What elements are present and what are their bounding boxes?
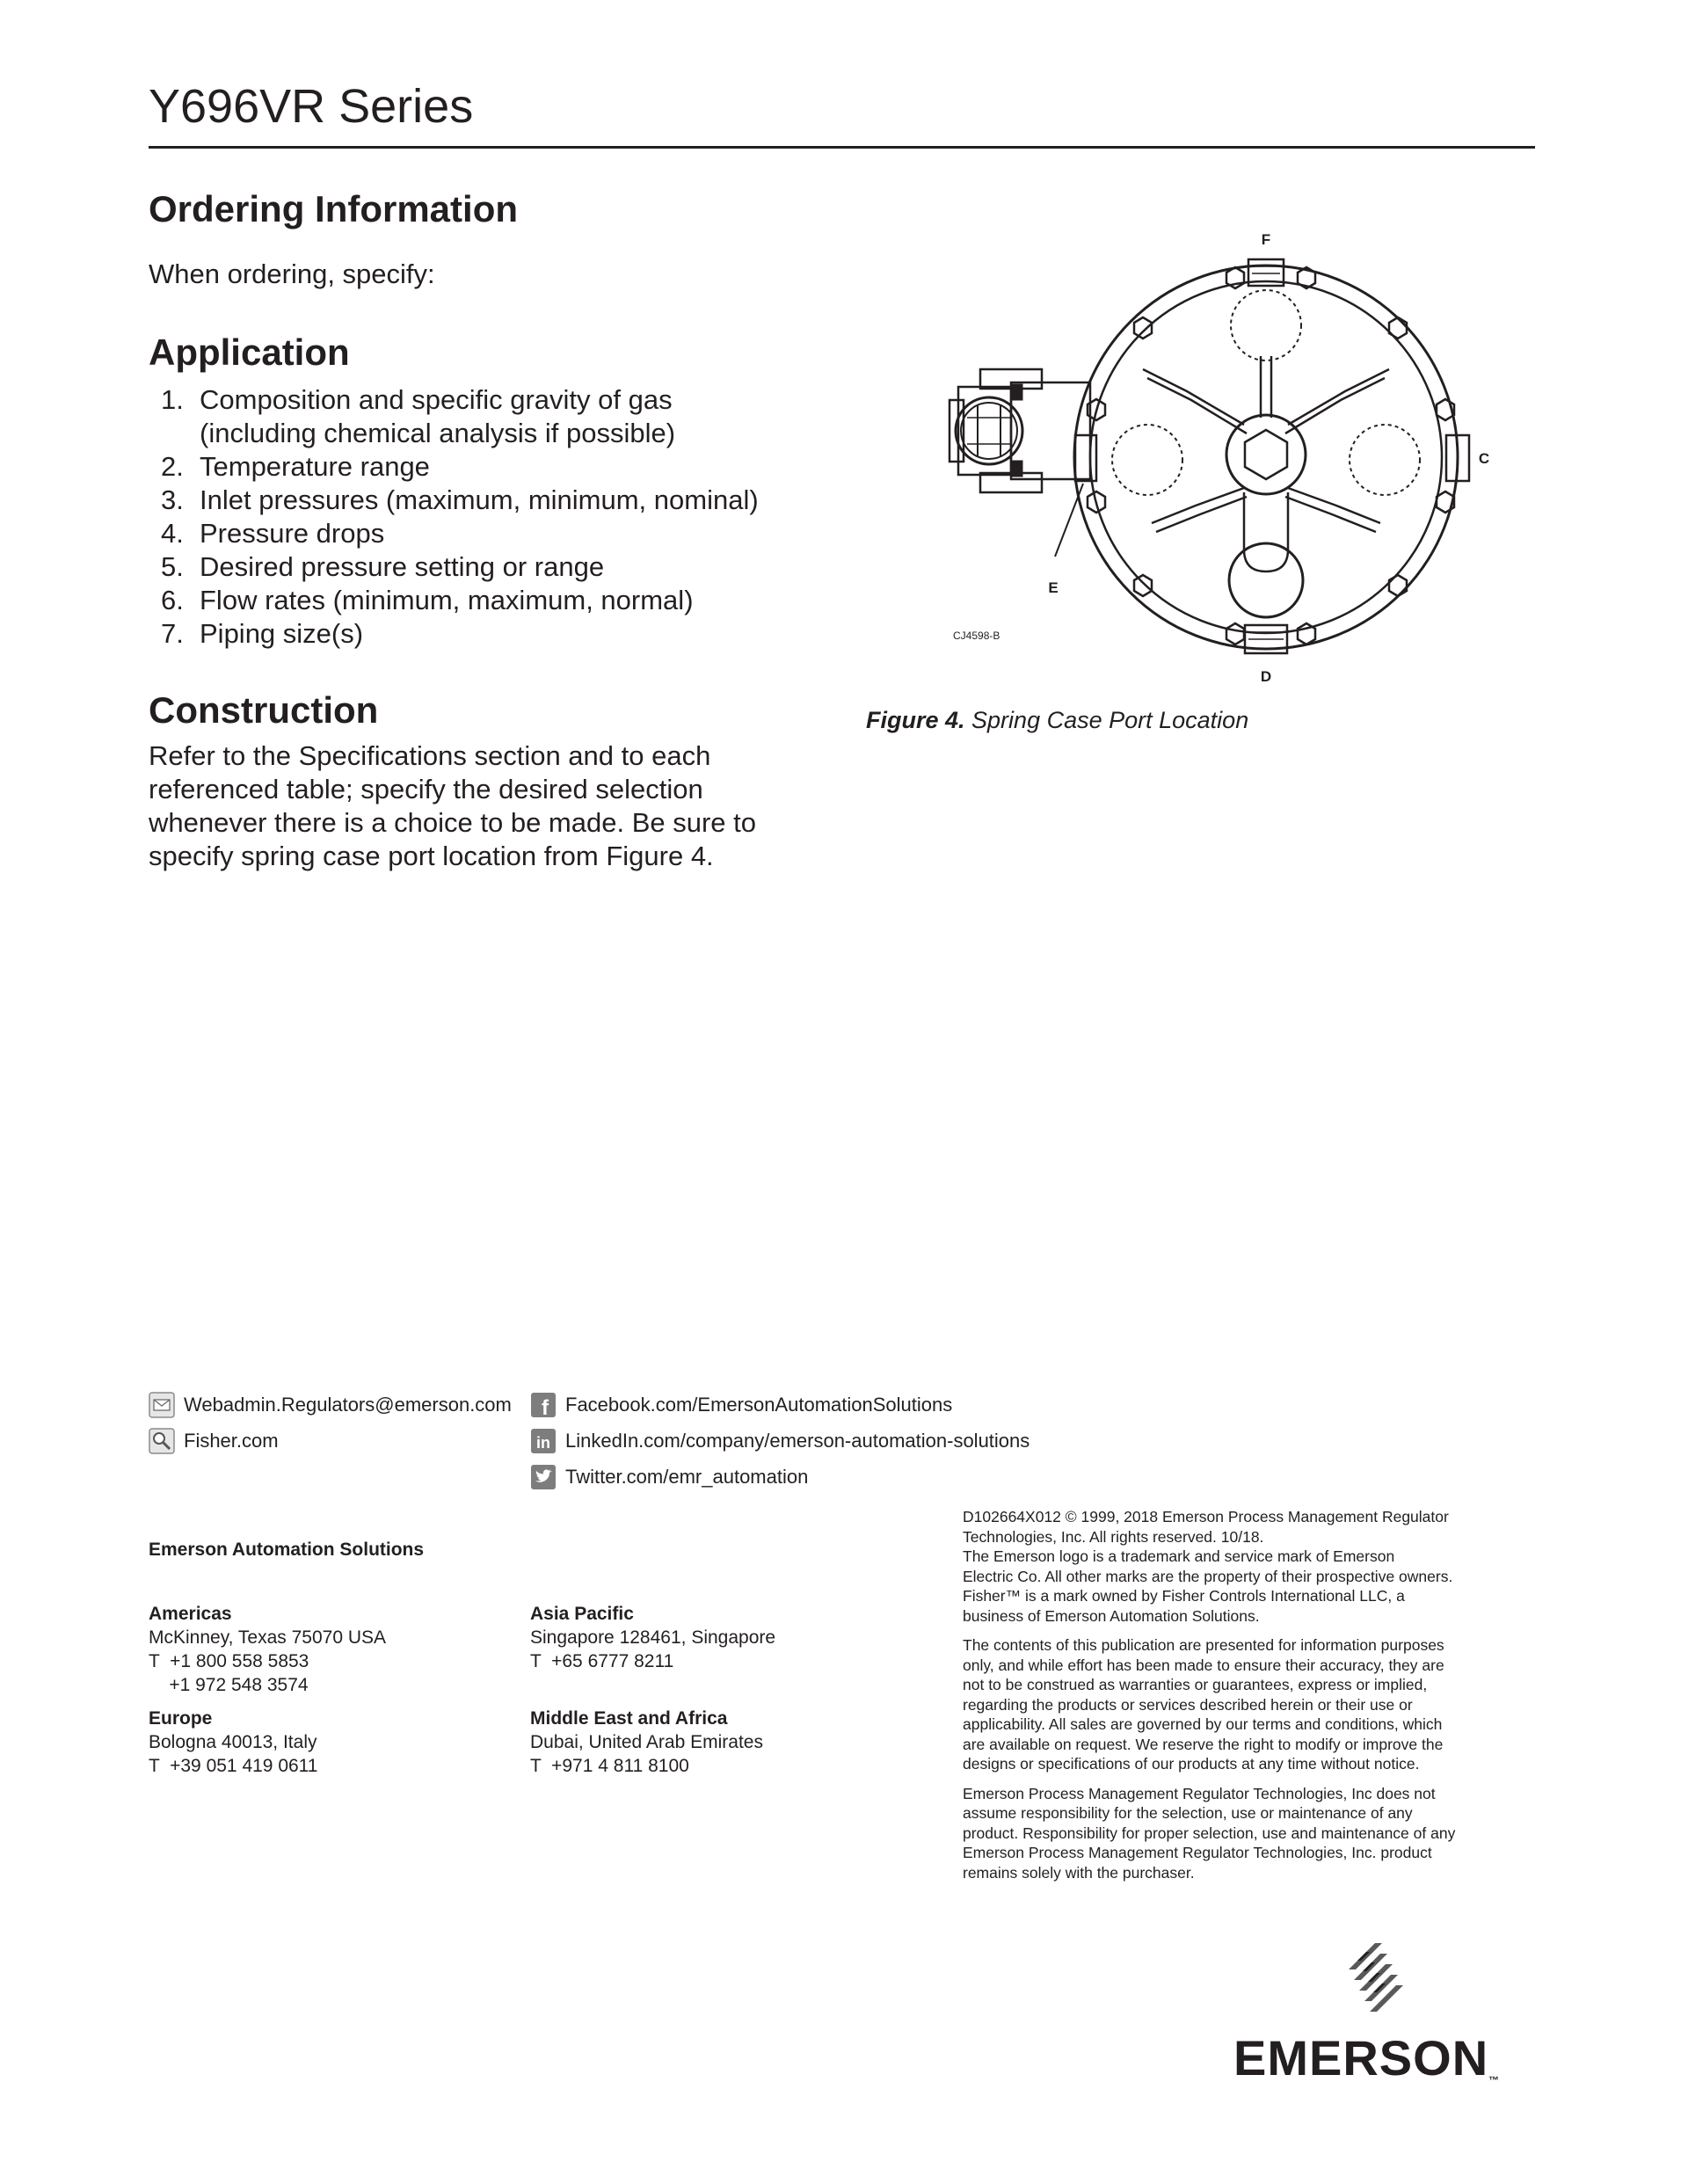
list-item: 1. Composition and specific gravity of gas (including chemical analysis if possible) — [161, 384, 676, 448]
facebook-icon — [530, 1392, 557, 1418]
contact-email[interactable]: Webadmin.Regulators@emerson.com — [149, 1392, 512, 1418]
page-title: Y696VR Series — [149, 80, 474, 133]
port-label-d: D — [1260, 668, 1272, 685]
bolt-hexes — [1088, 267, 1454, 644]
figure-caption-label: Figure 4. — [866, 707, 965, 733]
contact-twitter[interactable]: Twitter.com/emr_automation — [530, 1464, 808, 1490]
construction-body: Refer to the Specifications section and to each referenced table; specify the desired selection whenever there is a choice to be made. Be sure to specify spring case port location from Figure 4. — [149, 740, 757, 871]
spring-case-diagram — [897, 224, 1512, 699]
figure-caption-text: Spring Case Port Location — [964, 707, 1249, 733]
port-label-f: F — [1261, 231, 1271, 248]
svg-text:f: f — [542, 1396, 549, 1418]
ordering-heading: Ordering Information — [149, 188, 518, 229]
twitter-icon — [530, 1464, 557, 1490]
list-item: 7. Piping size(s) — [161, 618, 364, 649]
list-item: 5. Desired pressure setting or range — [161, 551, 605, 582]
header-rule — [149, 146, 1535, 149]
legal-disclaimer: The contents of this publication are presented for information purposes only, and while effort has been made to ensure their accuracy, they are not to be construed as warranties or guarantees, express or implied, regarding the products or services described herein or their use or applicability. All sales are governed by our terms and conditions, which are available on request. We reserve the right to modify or improve the designs or specifications of our products at any time without notice. — [963, 1636, 1444, 1773]
office-americas: Americas McKinney, Texas 75070 USA T +1 800 558 5853 +1 972 548 3574 — [149, 1604, 387, 1695]
office-asia-pacific: Asia Pacific Singapore 128461, Singapore T +65 6777 8211 — [530, 1604, 776, 1671]
list-item: 3. Inlet pressures (maximum, minimum, nominal) — [161, 484, 759, 515]
contact-facebook[interactable]: f Facebook.com/EmersonAutomationSolutions — [530, 1392, 952, 1418]
emerson-wordmark: EMERSON™ — [1233, 2030, 1501, 2086]
contact-linkedin[interactable]: in LinkedIn.com/company/emerson-automation-solutions — [530, 1428, 1030, 1454]
legal-copyright: D102664X012 © 1999, 2018 Emerson Process Management Regulator Technologies, Inc. All rights reserved. 10/18. The Emerson logo is a trademark and service mark of Emerson Electric Co. All other marks are the property of their prospective owners. Fisher™ is a mark owned by Fisher Controls International LLC, a business of Emerson Automation Solutions. — [963, 1508, 1453, 1625]
application-list — [149, 383, 759, 651]
linkedin-icon — [530, 1428, 557, 1454]
legal-notice — [963, 1507, 1508, 1892]
company-name: Emerson Automation Solutions — [149, 1540, 425, 1560]
port-label-e: E — [1048, 579, 1059, 596]
contact-website[interactable]: Fisher.com — [149, 1428, 279, 1454]
envelope-icon — [149, 1392, 175, 1418]
construction-heading: Construction — [149, 689, 379, 731]
office-europe: Europe Bologna 40013, Italy T +39 051 419 0611 — [149, 1708, 318, 1776]
magnifier-icon — [149, 1428, 175, 1454]
figure-caption — [866, 707, 1248, 734]
office-middle-east-africa: Middle East and Africa Dubai, United Arab Emirates T +971 4 811 8100 — [530, 1708, 763, 1776]
list-item: 6. Flow rates (minimum, maximum, normal) — [161, 585, 694, 615]
port-label-c: C — [1478, 450, 1490, 467]
application-heading: Application — [149, 331, 350, 373]
list-item: 4. Pressure drops — [161, 518, 385, 549]
legal-responsibility: Emerson Process Management Regulator Technologies, Inc does not assume responsibility for the selection, use or maintenance of any product. Responsibility for proper selection, use and maintenance of any Emerson Process Management Regulator Technologies, Inc. product remains solely with the purchaser. — [963, 1784, 1456, 1882]
ordering-intro: When ordering, specify: — [149, 258, 435, 289]
emerson-logo-icon — [1343, 1941, 1405, 2029]
svg-text:in: in — [536, 1434, 550, 1452]
drawing-code: CJ4598-B — [953, 630, 1000, 642]
list-item: 2. Temperature range — [161, 451, 430, 482]
